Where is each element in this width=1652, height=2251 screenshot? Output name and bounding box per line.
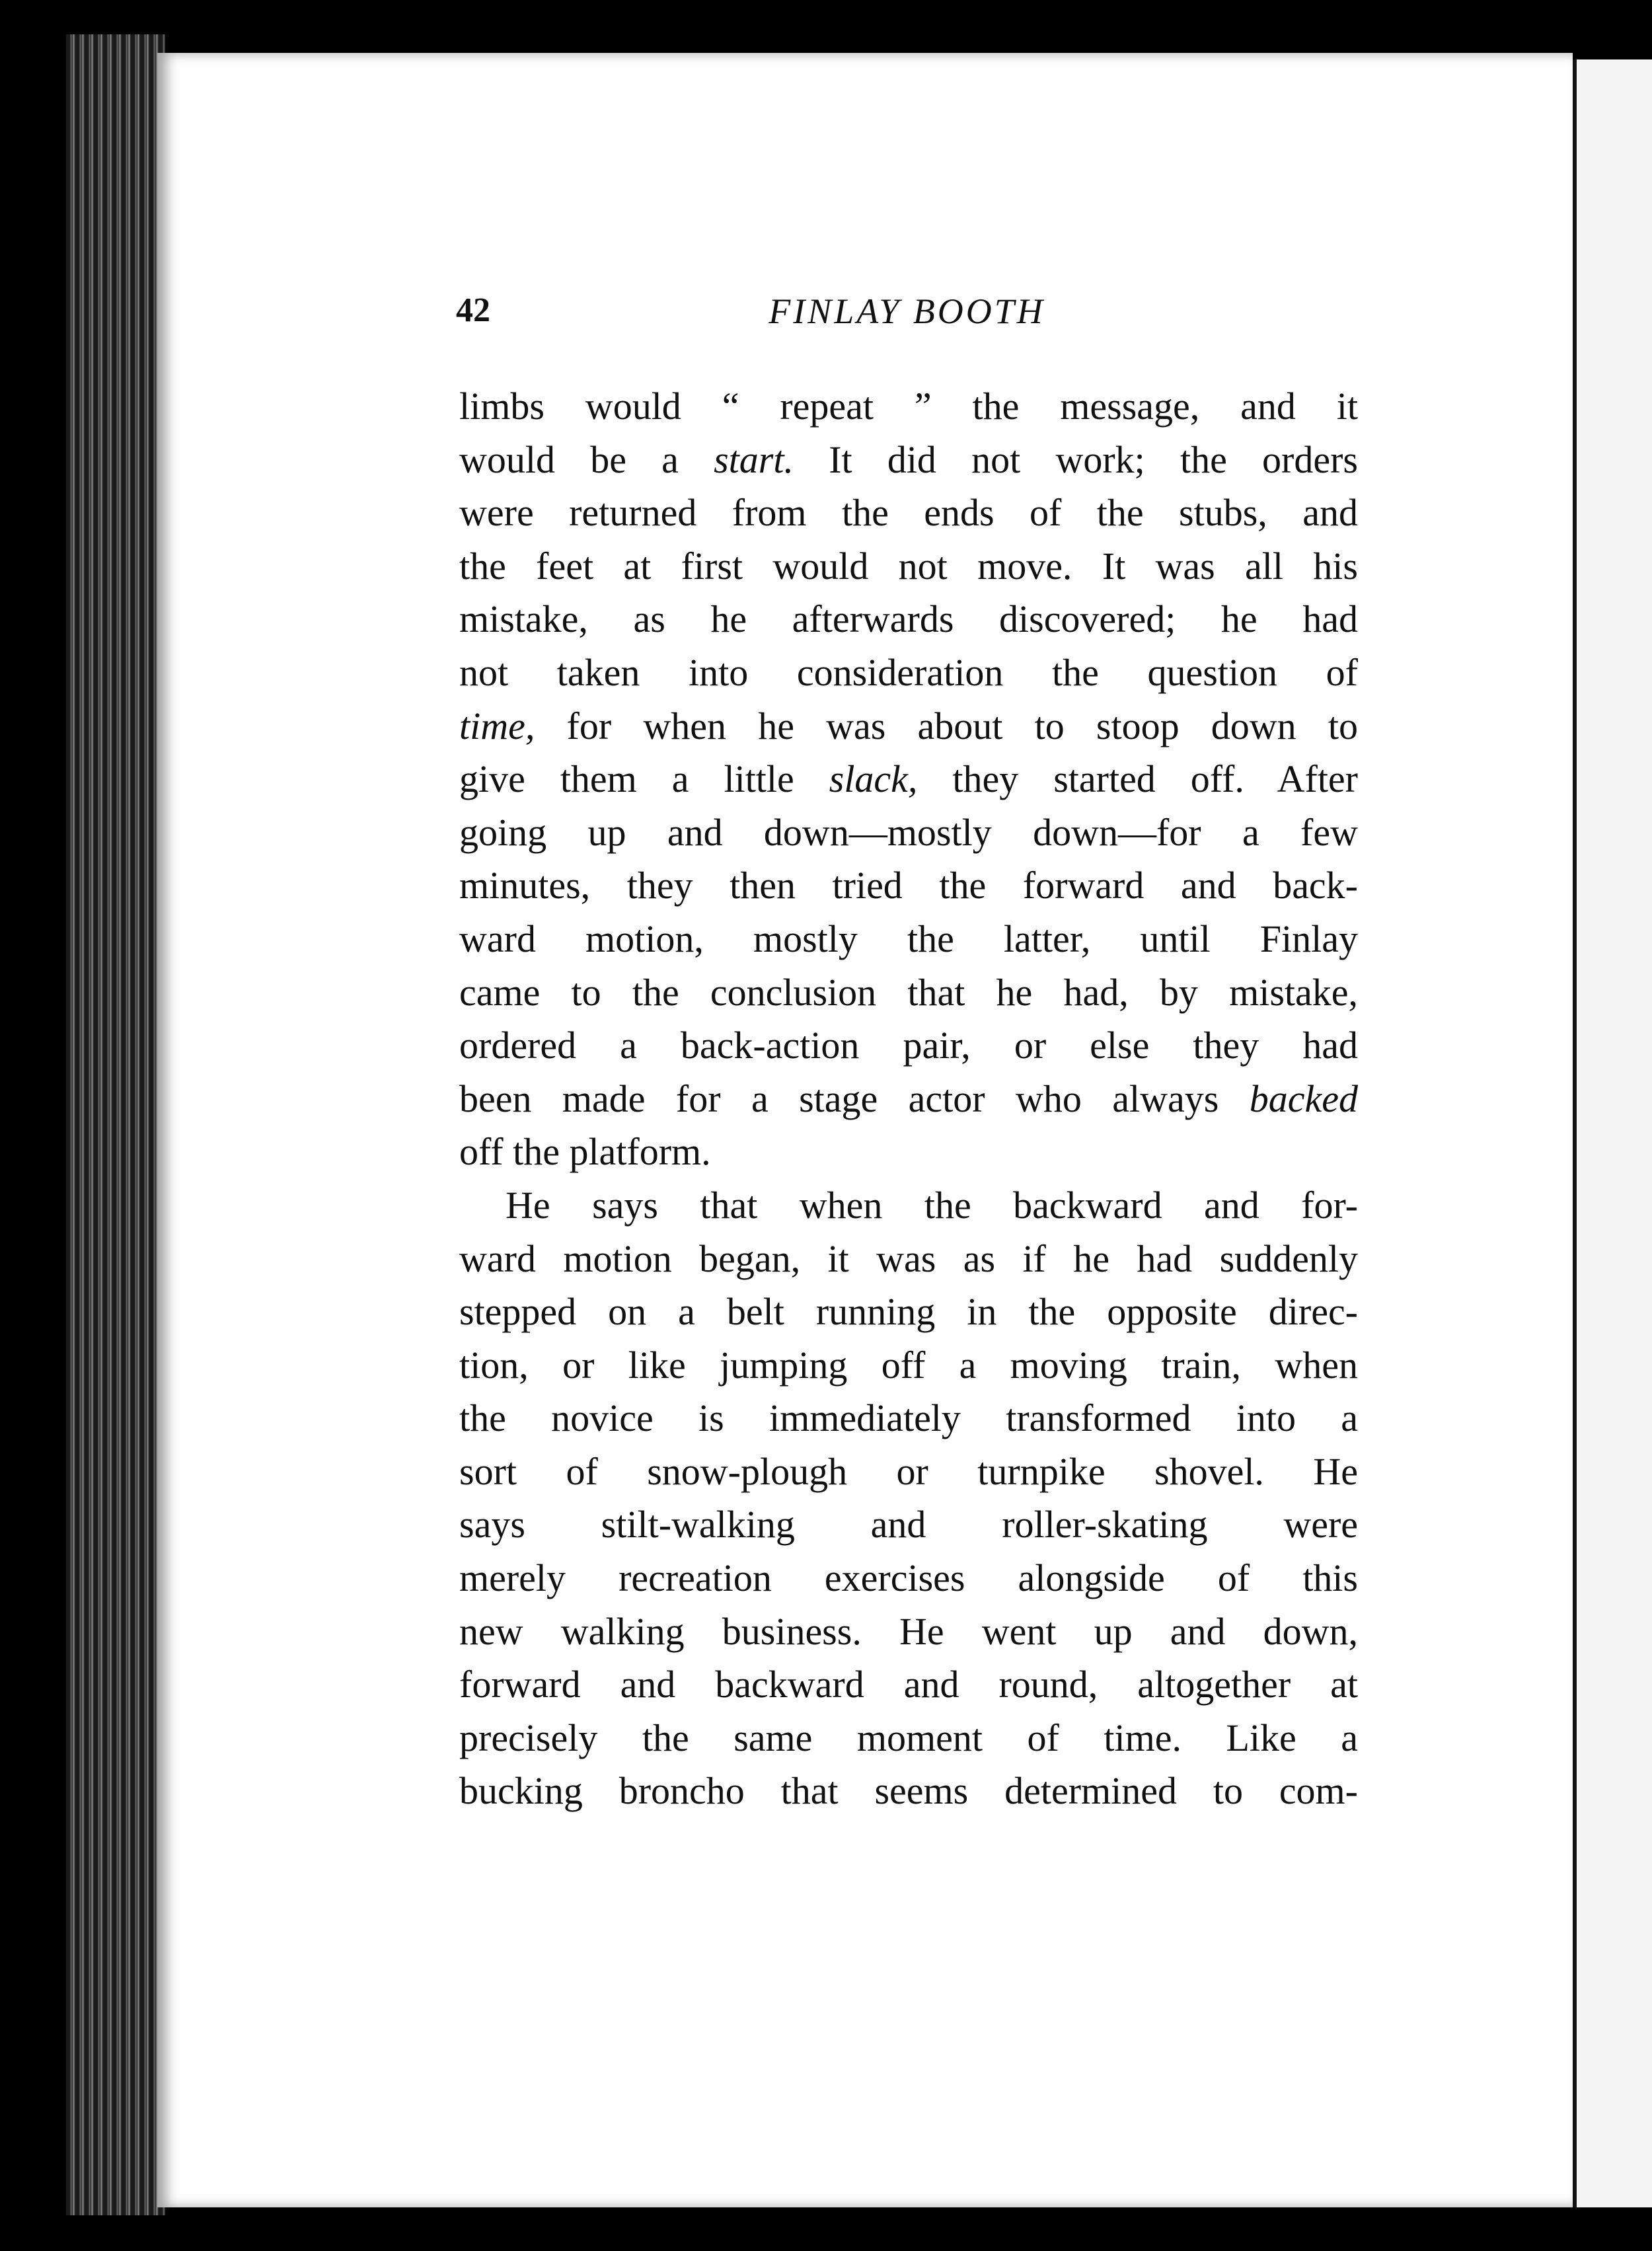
paragraph: [459, 1179, 1358, 1818]
italic-text: slack,: [829, 757, 918, 801]
text-run: limbs would “ repeat ” the message, and it: [459, 385, 1358, 428]
text-run: give them a little: [459, 757, 829, 801]
text-run: mistake, as he afterwards discovered; he had: [459, 597, 1358, 641]
book-page-edges: [66, 34, 165, 2215]
text-run: merely recreation exercises alongside of this: [459, 1556, 1358, 1600]
text-run: ordered a back-action pair, or else they had: [459, 1024, 1358, 1067]
running-head: FINLAY BOOTH: [769, 291, 1045, 331]
text-run: bucking broncho that seems determined to com-: [459, 1769, 1358, 1813]
paragraph: [459, 380, 1358, 1179]
text-line: [459, 1712, 1358, 1765]
text-line: [459, 1605, 1358, 1659]
page-number: 42: [456, 291, 490, 329]
text-run: going up and down—mostly down—for a few: [459, 810, 1358, 854]
text-line: [459, 1392, 1358, 1445]
text-line: [459, 966, 1358, 1020]
text-line: [459, 913, 1358, 966]
text-run: He says that when the backward and for-: [506, 1183, 1358, 1227]
text-line: [459, 1445, 1358, 1499]
text-line: [459, 540, 1358, 593]
text-line: [459, 1073, 1358, 1126]
text-run: It did not work; the orders: [793, 438, 1358, 481]
italic-text: start.: [714, 438, 794, 481]
text-run: they started off. After: [917, 757, 1358, 801]
text-line: [459, 593, 1358, 646]
text-line: [459, 1179, 1358, 1233]
text-run: been made for a stage actor who always: [459, 1077, 1250, 1120]
text-run: says stilt-walking and roller-skating were: [459, 1503, 1358, 1546]
facing-page-edge: [1573, 59, 1652, 2207]
text-run: off the platform.: [459, 1130, 711, 1174]
text-run: would be a: [459, 438, 714, 481]
text-line: [459, 1019, 1358, 1073]
italic-text: backed: [1249, 1077, 1358, 1120]
text-run: stepped on a belt running in the opposite direc-: [459, 1290, 1358, 1334]
text-line: [459, 646, 1358, 700]
text-line: [459, 434, 1358, 487]
text-run: precisely the same moment of time. Like a: [459, 1716, 1358, 1759]
body-text: [459, 380, 1358, 1818]
text-line: [459, 1126, 1358, 1179]
text-line: [459, 380, 1358, 434]
text-line: [459, 1765, 1358, 1818]
text-line: [459, 1658, 1358, 1712]
text-run: were returned from the ends of the stubs, and: [459, 491, 1358, 535]
page-header: [456, 291, 1358, 337]
text-line: [459, 806, 1358, 860]
text-run: the novice is immediately transformed into a: [459, 1396, 1358, 1440]
text-run: tion, or like jumping off a moving train, when: [459, 1343, 1358, 1387]
text-line: [459, 1233, 1358, 1286]
text-line: [459, 1285, 1358, 1339]
italic-text: time,: [459, 704, 535, 747]
text-run: ward motion began, it was as if he had suddenly: [459, 1237, 1358, 1280]
text-line: [459, 1552, 1358, 1605]
text-run: minutes, they then tried the forward and back-: [459, 864, 1358, 907]
text-run: forward and backward and round, altogether at: [459, 1663, 1358, 1706]
text-line: [459, 700, 1358, 753]
text-run: for when he was about to stoop down to: [535, 704, 1358, 747]
text-line: [459, 486, 1358, 540]
text-run: ward motion, mostly the latter, until Finlay: [459, 917, 1358, 960]
text-run: sort of snow-plough or turnpike shovel. He: [459, 1449, 1358, 1493]
text-line: [459, 1498, 1358, 1552]
text-run: not taken into consideration the question of: [459, 650, 1358, 694]
text-line: [459, 1339, 1358, 1393]
text-line: [459, 753, 1358, 806]
text-run: came to the conclusion that he had, by mistake,: [459, 970, 1358, 1014]
text-run: new walking business. He went up and down,: [459, 1609, 1358, 1653]
text-run: the feet at first would not move. It was all his: [459, 544, 1358, 588]
text-line: [459, 859, 1358, 913]
